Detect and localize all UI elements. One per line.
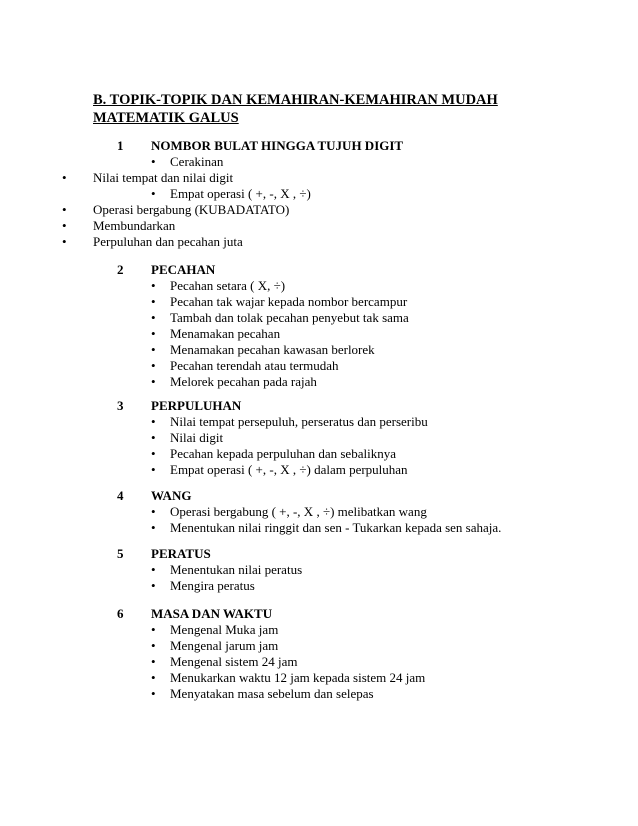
list-item: Membundarkan (93, 218, 176, 233)
section-title: PECAHAN (151, 262, 216, 277)
section-title: WANG (151, 488, 192, 503)
bullet-icon: • (62, 234, 67, 249)
bullet-icon: • (151, 342, 156, 357)
list-item: Pecahan tak wajar kepada nombor bercampur (170, 294, 408, 309)
bullet-icon: • (151, 414, 156, 429)
list-item: Menamakan pecahan kawasan berlorek (170, 342, 375, 357)
list-item: Menamakan pecahan (170, 326, 281, 341)
bullet-icon: • (151, 504, 156, 519)
list-item: Pecahan terendah atau termudah (170, 358, 339, 373)
section-number: 6 (117, 606, 124, 621)
bullet-icon: • (62, 202, 67, 217)
list-item: Tambah dan tolak pecahan penyebut tak sama (170, 310, 409, 325)
list-item: Empat operasi ( +, -, X , ÷) dalam perpuluhan (170, 462, 408, 477)
section-number: 1 (117, 138, 124, 153)
list-item: Menyatakan masa sebelum dan selepas (170, 686, 374, 701)
section-title: PERPULUHAN (151, 398, 242, 413)
bullet-icon: • (151, 154, 156, 169)
bullet-icon: • (151, 430, 156, 445)
bullet-icon: • (151, 462, 156, 477)
list-item: Mengenal sistem 24 jam (170, 654, 298, 669)
bullet-icon: • (151, 326, 156, 341)
bullet-icon: • (151, 278, 156, 293)
list-item: Perpuluhan dan pecahan juta (93, 234, 243, 249)
section-title: MASA DAN WAKTU (151, 606, 273, 621)
list-item: Mengenal jarum jam (170, 638, 279, 653)
section-number: 2 (117, 262, 124, 277)
list-item: Pecahan kepada perpuluhan dan sebaliknya (170, 446, 396, 461)
section-title: NOMBOR BULAT HINGGA TUJUH DIGIT (151, 138, 404, 153)
bullet-icon: • (151, 562, 156, 577)
list-item: Mengenal Muka jam (170, 622, 279, 637)
list-item: Operasi bergabung ( +, -, X , ÷) melibatkan wang (170, 504, 427, 519)
bullet-icon: • (151, 446, 156, 461)
bullet-icon: • (151, 686, 156, 701)
section-number: 5 (117, 546, 124, 561)
bullet-icon: • (151, 654, 156, 669)
bullet-icon: • (151, 310, 156, 325)
list-item: Empat operasi ( +, -, X , ÷) (170, 186, 311, 201)
list-item: Nilai tempat dan nilai digit (93, 170, 234, 185)
list-item: Cerakinan (170, 154, 224, 169)
section-title: PERATUS (151, 546, 211, 561)
bullet-icon: • (151, 670, 156, 685)
bullet-icon: • (151, 638, 156, 653)
list-item: Pecahan setara ( X, ÷) (170, 278, 286, 293)
section-number: 3 (117, 398, 124, 413)
bullet-icon: • (151, 622, 156, 637)
section-number: 4 (117, 488, 124, 503)
page-heading-line2: MATEMATIK GALUS (93, 110, 239, 126)
bullet-icon: • (151, 578, 156, 593)
list-item: Mengira peratus (170, 578, 255, 593)
bullet-icon: • (62, 170, 67, 185)
bullet-icon: • (151, 520, 156, 535)
list-item: Menentukan nilai ringgit dan sen - Tukarkan kepada sen sahaja. (170, 520, 502, 535)
list-item: Nilai digit (170, 430, 224, 445)
bullet-icon: • (62, 218, 67, 233)
list-item: Menukarkan waktu 12 jam kepada sistem 24 jam (170, 670, 426, 685)
bullet-icon: • (151, 186, 156, 201)
bullet-icon: • (151, 358, 156, 373)
list-item: Nilai tempat persepuluh, perseratus dan perseribu (170, 414, 428, 429)
list-item: Operasi bergabung (KUBADATATO) (93, 202, 290, 217)
list-item: Melorek pecahan pada rajah (170, 374, 317, 389)
page-heading-line1: B. TOPIK-TOPIK DAN KEMAHIRAN-KEMAHIRAN MUDAH (93, 92, 498, 108)
list-item: Menentukan nilai peratus (170, 562, 303, 577)
bullet-icon: • (151, 294, 156, 309)
bullet-icon: • (151, 374, 156, 389)
